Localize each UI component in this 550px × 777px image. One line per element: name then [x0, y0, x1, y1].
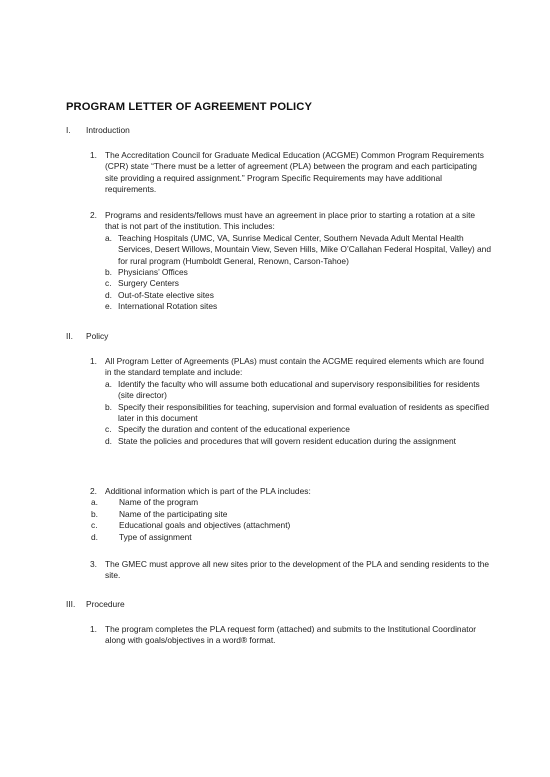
- sub-list-item: [91, 509, 491, 520]
- sub-item-letter: e.: [105, 301, 112, 312]
- item-number: 2.: [90, 486, 97, 496]
- sub-list-item: [91, 532, 491, 543]
- section-title: Procedure: [86, 599, 125, 609]
- sub-item-text: Type of assignment: [119, 531, 192, 542]
- sub-item-letter: d.: [91, 531, 98, 542]
- sub-item-text: Surgery Centers: [118, 278, 179, 289]
- item-number: 2.: [90, 210, 97, 220]
- sub-item-letter: a.: [91, 497, 98, 508]
- page-title: PROGRAM LETTER OF AGREEMENT POLICY: [66, 101, 313, 113]
- list-item: [91, 210, 491, 313]
- sub-list-item: [105, 301, 491, 312]
- item-number: 1.: [90, 150, 97, 160]
- item-number: 1.: [90, 356, 97, 366]
- sub-item-letter: d.: [105, 435, 112, 446]
- sub-list-item: [105, 233, 491, 267]
- sub-item-letter: d.: [105, 289, 112, 300]
- sub-item-letter: b.: [91, 508, 98, 519]
- sub-item-text: Specify their responsibilities for teaching, supervision and formal evaluation of residents as specified later in this document: [118, 401, 490, 424]
- sub-item-letter: c.: [105, 278, 112, 289]
- section-number: I.: [66, 125, 71, 135]
- sub-item-text: International Rotation sites: [118, 301, 218, 312]
- section-heading-policy: [66, 330, 108, 342]
- sub-item-letter: c.: [105, 424, 112, 435]
- sub-item-text: Name of the program: [119, 497, 199, 508]
- section-title: Introduction: [86, 125, 130, 135]
- sub-item-text: State the policies and procedures that will govern resident education during the assignment: [118, 435, 456, 446]
- sub-list-item: [105, 267, 491, 278]
- section-title: Policy: [86, 331, 109, 341]
- list-item: [91, 559, 491, 582]
- sub-item-text: Identify the faculty who will assume both educational and supervisory responsibilities for residents (site director): [118, 378, 480, 401]
- sub-list-item: [105, 436, 491, 447]
- item-text: Programs and residents/fellows must have an agreement in place prior to starting a rotation at a site that is not part of the institution. This includes:: [105, 210, 476, 232]
- section-heading-introduction: [66, 124, 130, 136]
- sub-item-text: Specify the duration and content of the educational experience: [118, 424, 350, 435]
- item-text: All Program Letter of Agreements (PLAs) must contain the ACGME required elements which are found in the standard template and include:: [105, 356, 484, 378]
- sub-item-letter: c.: [91, 520, 98, 531]
- section-number: III.: [66, 599, 76, 609]
- sub-list-item: [105, 290, 491, 301]
- sub-list-item: [91, 497, 491, 508]
- list-item: [91, 486, 491, 543]
- item-number: 1.: [90, 624, 97, 634]
- item-text: The GMEC must approve all new sites prior to the development of the PLA and sending residents to the site.: [105, 559, 490, 581]
- sub-item-text: Out-of-State elective sites: [118, 289, 214, 300]
- sub-item-text: Educational goals and objectives (attachment): [119, 520, 291, 531]
- sub-item-text: Physicians’ Offices: [118, 267, 188, 278]
- section-heading-procedure: [66, 598, 125, 610]
- sub-list-item: [105, 424, 491, 435]
- section-number: II.: [66, 331, 73, 341]
- sub-list-item: [105, 379, 491, 402]
- item-text: Additional information which is part of the PLA includes:: [105, 486, 311, 496]
- sub-item-text: Teaching Hospitals (UMC, VA, Sunrise Medical Center, Southern Nevada Adult Mental Health Services, Desert Willows, Mountain View, Seven Hills, Mike O’Callahan Federal Hospital, Valley) and for rural program (Humboldt General, Renown, Carson-Tahoe): [118, 232, 491, 266]
- list-item: [91, 150, 491, 196]
- sub-list-item: [105, 278, 491, 289]
- sub-item-letter: a.: [105, 378, 112, 389]
- list-item: [91, 624, 491, 647]
- item-text: The Accreditation Council for Graduate Medical Education (ACGME) Common Program Requirements (CPR) state “There must be a letter of agreement (PLA) between the program and each participating site providing a required assignment.” Program Specific Requirements may have additional requirements.: [105, 150, 484, 195]
- sub-item-letter: b.: [105, 401, 112, 412]
- sub-item-letter: b.: [105, 267, 112, 278]
- sub-item-text: Name of the participating site: [119, 508, 228, 519]
- item-number: 3.: [90, 559, 97, 569]
- sub-list-item: [105, 402, 491, 425]
- sub-item-letter: a.: [105, 232, 112, 243]
- sub-list-item: [91, 520, 491, 531]
- item-text: The program completes the PLA request form (attached) and submits to the Institutional Coordinator along with goals/objectives in a word® format.: [105, 624, 477, 646]
- list-item: [91, 356, 491, 447]
